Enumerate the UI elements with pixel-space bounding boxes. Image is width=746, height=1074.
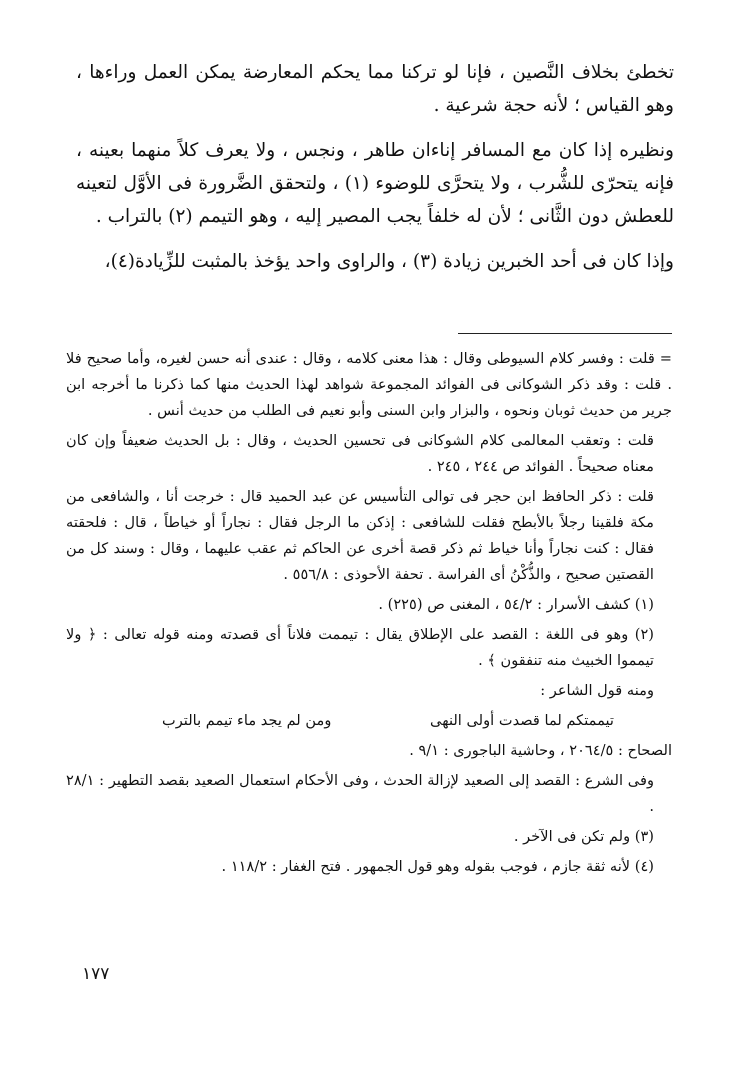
footnote-1: (١) كشف الأسرار : ٥٤/٢ ، المغنى ص (٢٢٥) . (378, 596, 654, 613)
footnote-3: (٣) ولم تكن فى الآخر . (513, 828, 654, 845)
footnote-comment-2: قلت : ذكر الحافظ ابن حجر فى توالى التأسيس عن عبد الحميد قال : خرجت أنا ، والشافعى من مكة فلقينا رجلاً بالأبطح فقلت للشافعى : إذكن ما الرجل فقال : نجاراً أو خياطاً ، قال : فلحقته فقال : كنت نجاراً وأنا خياط ثم ذكر قصة أخرى عن الحاكم ثم عقب عليهما ، وقال : وسند كل من القصتين صحيح ، والذُّكْنُ أى الفراسة . تحفة الأحوذى : ٥٥٦/٨ . (66, 488, 654, 583)
footnote-2-shar: وفى الشرع : القصد إلى الصعيد لإزالة الحدث ، وفى الأحكام استعمال الصعيد بقصد التطهير : ٢٨/١ . (66, 772, 654, 815)
main-text (76, 56, 674, 290)
page-number: ١٧٧ (82, 964, 110, 984)
footnote-separator (458, 333, 672, 334)
main-paragraph-3: وإذا كان فى أحد الخبرين زيادة (٣) ، والراوى واحد يؤخذ بالمثبت للزِّيادة(٤)، (104, 251, 674, 272)
poem-verse (66, 708, 672, 734)
main-paragraph-2: ونظيره إذا كان مع المسافر إناءان طاهر ، ونجس ، ولا يعرف كلاً منهما بعينه ، فإنه يتحرّى للشُّرب ، ولا يتحرَّى للوضوء (١) ، ولتحقق الضَّرورة فى الأوَّل لتعينه للعطش دون الثَّانى ؛ لأن له خلفاً يجب المصير إليه ، وهو التيمم (٢) بالتراب . (76, 140, 674, 227)
verse-first-hemistich: تيممتكم لما قصدت أولى النهى (430, 712, 614, 729)
footnote-continuation: = قلت : وفسر كلام السيوطى وقال : هذا معنى كلامه ، وقال : عندى أنه حسن لغيره، وأما صحيح فلا . قلت : وقد ذكر الشوكانى فى الفوائد المجموعة شواهد لهذا الحديث منها كما ذكرنا ما أخرجه ابن جرير من حديث ثوبان ونحوه ، والبزار وابن السنى وأبو نعيم فى الطلب من حديث أنس . (66, 350, 672, 419)
footnote-4: (٤) لأنه ثقة جازم ، فوجب بقوله وهو قول الجمهور . فتح الغفار : ١١٨/٢ . (221, 858, 654, 875)
main-paragraph-1: تخطئ بخلاف النَّصين ، فإنا لو تركنا مما يحكم المعارضة يمكن العمل وراءها ، وهو القياس ؛ لأنه حجة شرعية . (76, 62, 674, 116)
verse-second-hemistich: ومن لم يجد ماء تيمم بالترب (162, 712, 332, 729)
footnotes (66, 346, 672, 884)
footnote-2: (٢) وهو فى اللغة : القصد على الإطلاق يقال : تيممت فلاناً أى قصدته ومنه قوله تعالى : ﴿ ولا تيمموا الخبيث منه تنفقون ﴾ . (66, 626, 654, 669)
footnote-comment-1: قلت : وتعقب المعالمى كلام الشوكانى فى تحسين الحديث ، وقال : بل الحديث ضعيفاً وإن كان معناه صحيحاً . الفوائد ص ٢٤٤ ، ٢٤٥ . (66, 432, 654, 475)
footnote-2-poet: ومنه قول الشاعر : (540, 682, 654, 699)
footnote-2-source: الصحاح : ٢٠٦٤/٥ ، وحاشية الباجورى : ٩/١ . (409, 742, 672, 759)
